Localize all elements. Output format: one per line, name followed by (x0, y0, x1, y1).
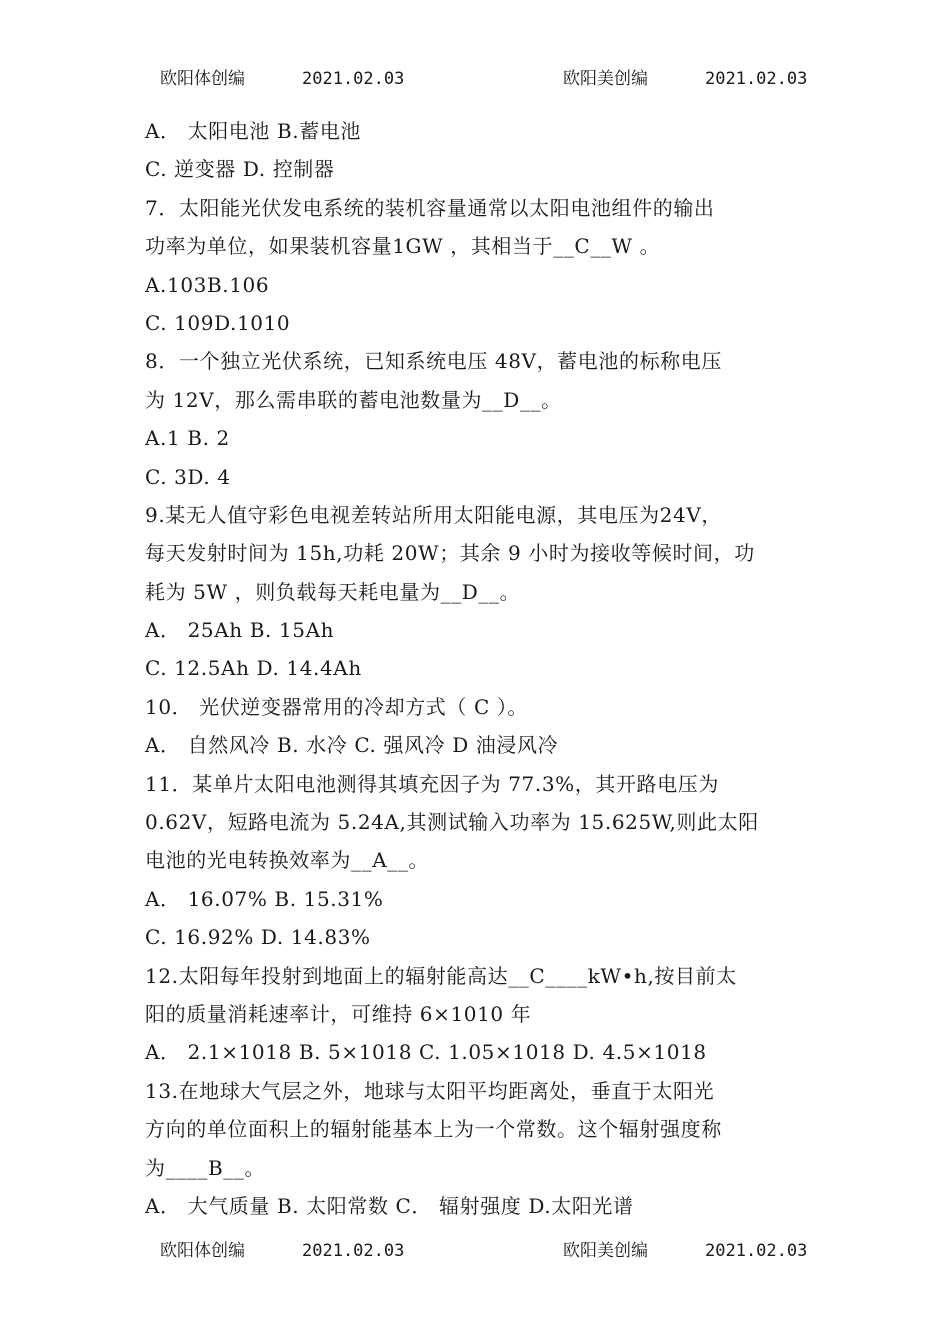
text-line: 8．一个独立光伏系统，已知系统电压 48V，蓄电池的标称电压 (145, 349, 722, 374)
text-line: A． 25Ah B. 15Ah (145, 618, 335, 643)
text-line: A． 自然风冷 B. 水冷 C. 强风冷 D 油浸风冷 (145, 733, 559, 758)
header-right-date: 2021.02.03 (705, 69, 808, 89)
document-body (145, 112, 815, 1225)
footer-right-date: 2021.02.03 (705, 1241, 808, 1261)
text-line: C. 12.5Ah D. 14.4Ah (145, 656, 362, 681)
footer-left-date: 2021.02.03 (302, 1241, 405, 1261)
text-line: 方向的单位面积上的辐射能基本上为一个常数。这个辐射强度称 (145, 1117, 722, 1142)
text-line: 阳的质量消耗速率计，可维持 6×1010 年 (145, 1001, 532, 1026)
page-header (0, 64, 950, 94)
text-line: A． 16.07% B. 15.31% (145, 886, 384, 911)
text-line: A． 2.1×1018 B. 5×1018 C. 1.05×1018 D. 4.5×1018 (145, 1040, 707, 1065)
text-line: 7．太阳能光伏发电系统的装机容量通常以太阳电池组件的输出 (145, 195, 715, 220)
text-line: A． 大气质量 B. 太阳常数 C． 辐射强度 D.太阳光谱 (145, 1193, 634, 1218)
text-line: C. 3D. 4 (145, 464, 231, 489)
text-line: 13.在地球大气层之外，地球与太阳平均距离处，垂直于太阳光 (145, 1078, 715, 1103)
text-line: 为____B__。 (145, 1155, 266, 1180)
text-line: A． 太阳电池 B.蓄电池 (145, 119, 362, 143)
header-right-author: 欧阳美创编 (563, 69, 648, 89)
text-line: 每天发射时间为 15h,功耗 20W；其余 9 小时为接收等候时间，功 (145, 541, 755, 566)
text-line: 0.62V，短路电流为 5.24A,其测试输入功率为 15.625W,则此太阳 (145, 810, 759, 835)
text-line: A.103B.106 (145, 272, 270, 297)
header-left-author: 欧阳体创编 (160, 69, 245, 89)
text-line: 耗为 5W ，则负载每天耗电量为__D__。 (145, 579, 521, 604)
text-line: 电池的光电转换效率为__A__。 (145, 848, 430, 873)
text-line: 9.某无人值守彩色电视差转站所用太阳能电源，其电压为24V， (145, 502, 722, 527)
text-line: 功率为单位，如果装机容量1GW ，其相当于__C__W 。 (145, 234, 661, 259)
footer-left-author: 欧阳体创编 (160, 1241, 245, 1261)
header-left-date: 2021.02.03 (302, 69, 405, 89)
text-line: A.1 B. 2 (145, 426, 230, 451)
text-line: 10． 光伏逆变器常用的冷却方式（ C ）。 (145, 694, 529, 719)
text-line: 为 12V，那么需串联的蓄电池数量为__D__。 (145, 387, 562, 412)
text-line: 12.太阳每年投射到地面上的辐射能高达__C____kW•h,按目前太 (145, 963, 737, 988)
text-line: C. 逆变器 D. 控制器 (145, 157, 335, 182)
page-footer (0, 1236, 950, 1266)
text-line: 11．某单片太阳电池测得其填充因子为 77.3%，其开路电压为 (145, 771, 719, 796)
footer-right-author: 欧阳美创编 (563, 1241, 648, 1261)
text-line: C. 16.92% D. 14.83% (145, 925, 371, 950)
text-line: C. 109D.1010 (145, 310, 291, 335)
